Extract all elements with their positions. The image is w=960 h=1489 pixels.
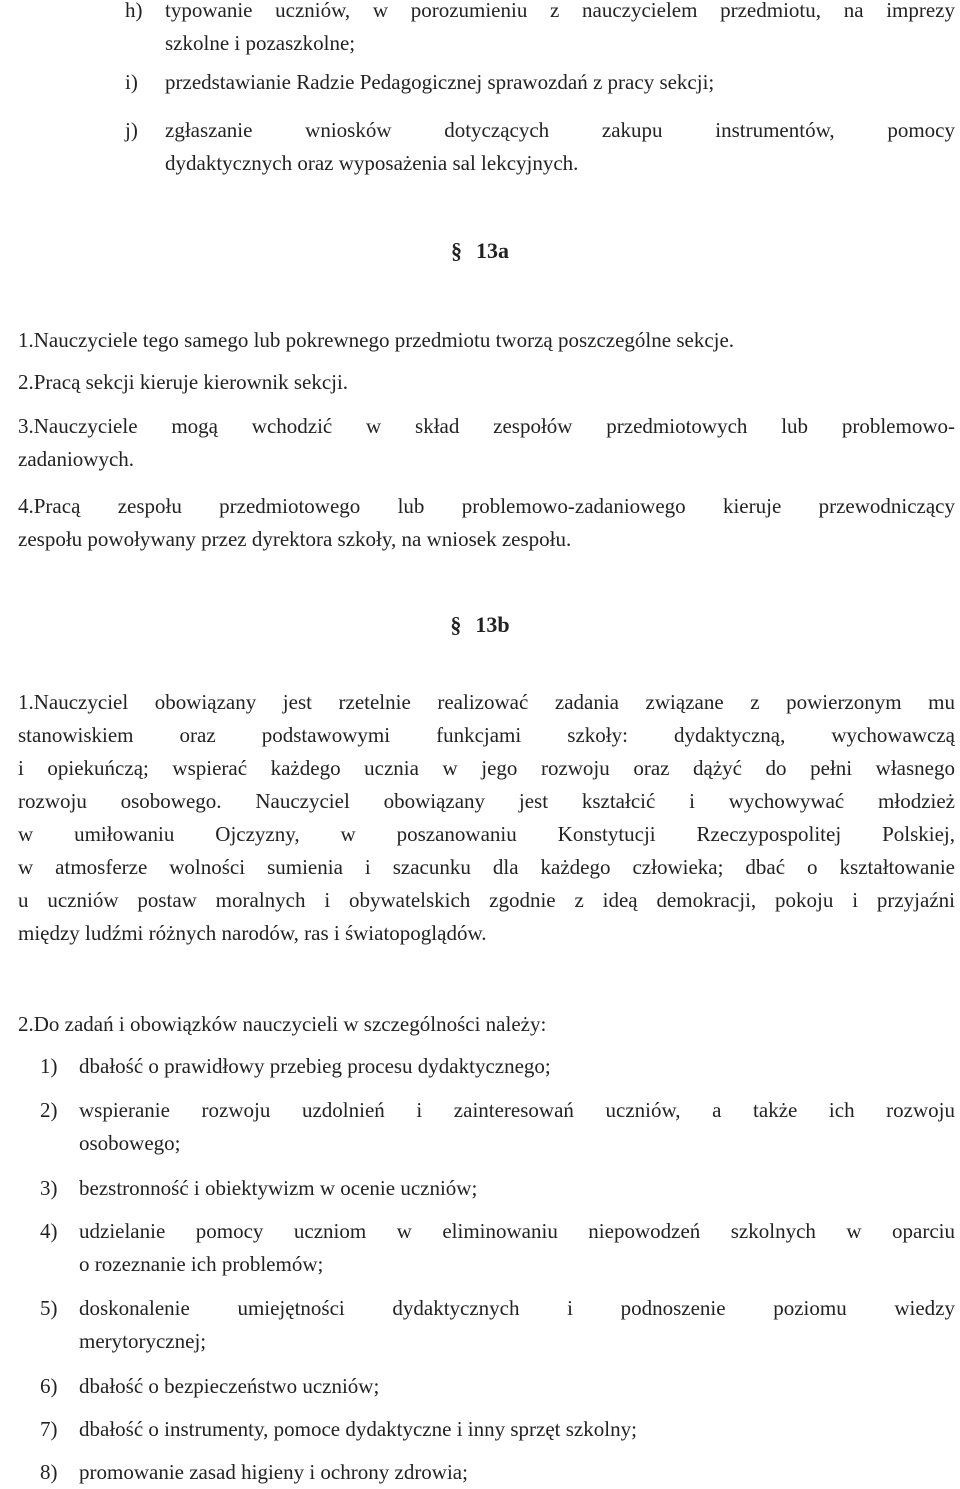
- text-line: wspieranie rozwoju uzdolnień i zainteresowań uczniów, a także ich rozwoju: [79, 1098, 955, 1122]
- paragraph-13a-3: [18, 410, 955, 476]
- list-item-text: [79, 1215, 955, 1281]
- text-line: zadaniowych.: [18, 447, 135, 471]
- text-line: w umiłowaniu Ojczyzny, w poszanowaniu Konstytucji Rzeczypospolitej Polskiej,: [18, 822, 955, 846]
- list-item-j: [125, 114, 955, 180]
- text-line: typowanie uczniów, w porozumieniu z nauczycielem przedmiotu, na imprezy: [165, 0, 955, 22]
- list-item-text: [79, 1050, 955, 1083]
- text-line: dbałość o prawidłowy przebieg procesu dydaktycznego;: [79, 1054, 551, 1078]
- list-marker: 7): [40, 1417, 58, 1441]
- text-line: zespołu powoływany przez dyrektora szkoły, na wniosek zespołu.: [18, 527, 572, 551]
- text-line: 2.Do zadań i obowiązków nauczycieli w szczególności należy:: [18, 1012, 547, 1036]
- duty-item-3: [40, 1172, 955, 1205]
- text-line: zgłaszanie wniosków dotyczących zakupu instrumentów, pomocy: [165, 118, 955, 142]
- list-marker: j): [125, 118, 138, 142]
- section-sign: §: [451, 238, 462, 263]
- paragraph-13a-2: [18, 366, 955, 399]
- text-line: stanowiskiem oraz podstawowymi funkcjami szkoły: dydaktyczną, wychowawczą: [18, 723, 955, 747]
- text-line: u uczniów postaw moralnych i obywatelskich zgodnie z ideą demokracji, pokoju i przyjaźni: [18, 888, 955, 912]
- list-item-text: [79, 1370, 955, 1403]
- list-item-text: [79, 1292, 955, 1358]
- section-heading-13a: [0, 234, 960, 268]
- paragraph-13b-2-intro: [18, 1008, 955, 1041]
- text-line: 3.Nauczyciele mogą wchodzić w skład zespołów przedmiotowych lub problemowo-: [18, 414, 955, 438]
- duty-item-7: [40, 1413, 955, 1446]
- duty-item-5: [40, 1292, 955, 1358]
- text-line: dbałość o instrumenty, pomoce dydaktyczne i inny sprzęt szkolny;: [79, 1417, 637, 1441]
- list-marker: 1): [40, 1054, 58, 1078]
- text-line: w atmosferze wolności sumienia i szacunku dla każdego człowieka; dbać o kształtowanie: [18, 855, 955, 879]
- section-heading-13b: [0, 608, 960, 642]
- list-item-text: [165, 114, 955, 180]
- list-marker: 4): [40, 1219, 58, 1243]
- text-line: między ludźmi różnych narodów, ras i światopoglądów.: [18, 921, 487, 945]
- list-item-text: [79, 1456, 955, 1489]
- text-line: bezstronność i obiektywizm w ocenie uczniów;: [79, 1176, 478, 1200]
- list-item-text: [79, 1094, 955, 1160]
- text-line: dydaktycznych oraz wyposażenia sal lekcyjnych.: [165, 151, 579, 175]
- text-line: merytorycznej;: [79, 1329, 207, 1353]
- list-marker: 6): [40, 1374, 58, 1398]
- paragraph-13b-1: [18, 686, 955, 950]
- text-line: 1.Nauczyciele tego samego lub pokrewnego przedmiotu tworzą poszczególne sekcje.: [18, 328, 735, 352]
- text-line: przedstawianie Radzie Pedagogicznej sprawozdań z pracy sekcji;: [165, 70, 715, 94]
- duty-item-8: [40, 1456, 955, 1489]
- list-marker: 8): [40, 1460, 58, 1484]
- duty-item-6: [40, 1370, 955, 1403]
- list-item-i: [125, 66, 955, 99]
- text-line: o rozeznanie ich problemów;: [79, 1252, 324, 1276]
- list-marker: 3): [40, 1176, 58, 1200]
- list-item-text: [165, 0, 955, 60]
- list-item-text: [79, 1413, 955, 1446]
- duty-item-4: [40, 1215, 955, 1281]
- list-item-text: [165, 66, 955, 99]
- duty-item-2: [40, 1094, 955, 1160]
- section-number: 13b: [475, 612, 510, 637]
- text-line: dbałość o bezpieczeństwo uczniów;: [79, 1374, 380, 1398]
- text-line: osobowego;: [79, 1131, 181, 1155]
- text-line: szkolne i pozaszkolne;: [165, 31, 356, 55]
- text-line: 1.Nauczyciel obowiązany jest rzetelnie realizować zadania związane z powierzonym mu: [18, 690, 955, 714]
- list-marker: h): [125, 0, 143, 22]
- text-line: 4.Pracą zespołu przedmiotowego lub problemowo-zadaniowego kieruje przewodniczący: [18, 494, 955, 518]
- text-line: 2.Pracą sekcji kieruje kierownik sekcji.: [18, 370, 349, 394]
- text-line: i opiekuńczą; wspierać każdego ucznia w jego rozwoju oraz dążyć do pełni własnego: [18, 756, 955, 780]
- list-item-text: [79, 1172, 955, 1205]
- section-number: 13a: [476, 238, 509, 263]
- list-marker: 2): [40, 1098, 58, 1122]
- paragraph-13a-1: [18, 324, 955, 357]
- duty-item-1: [40, 1050, 955, 1083]
- list-marker: i): [125, 70, 138, 94]
- text-line: doskonalenie umiejętności dydaktycznych i podnoszenie poziomu wiedzy: [79, 1296, 955, 1320]
- text-line: udzielanie pomocy uczniom w eliminowaniu niepowodzeń szkolnych w oparciu: [79, 1219, 955, 1243]
- text-line: promowanie zasad higieny i ochrony zdrowia;: [79, 1460, 468, 1484]
- paragraph-13a-4: [18, 490, 955, 556]
- text-line: rozwoju osobowego. Nauczyciel obowiązany jest kształcić i wychowywać młodzież: [18, 789, 955, 813]
- list-marker: 5): [40, 1296, 58, 1320]
- list-item-h: [125, 0, 955, 60]
- section-sign: §: [450, 612, 462, 637]
